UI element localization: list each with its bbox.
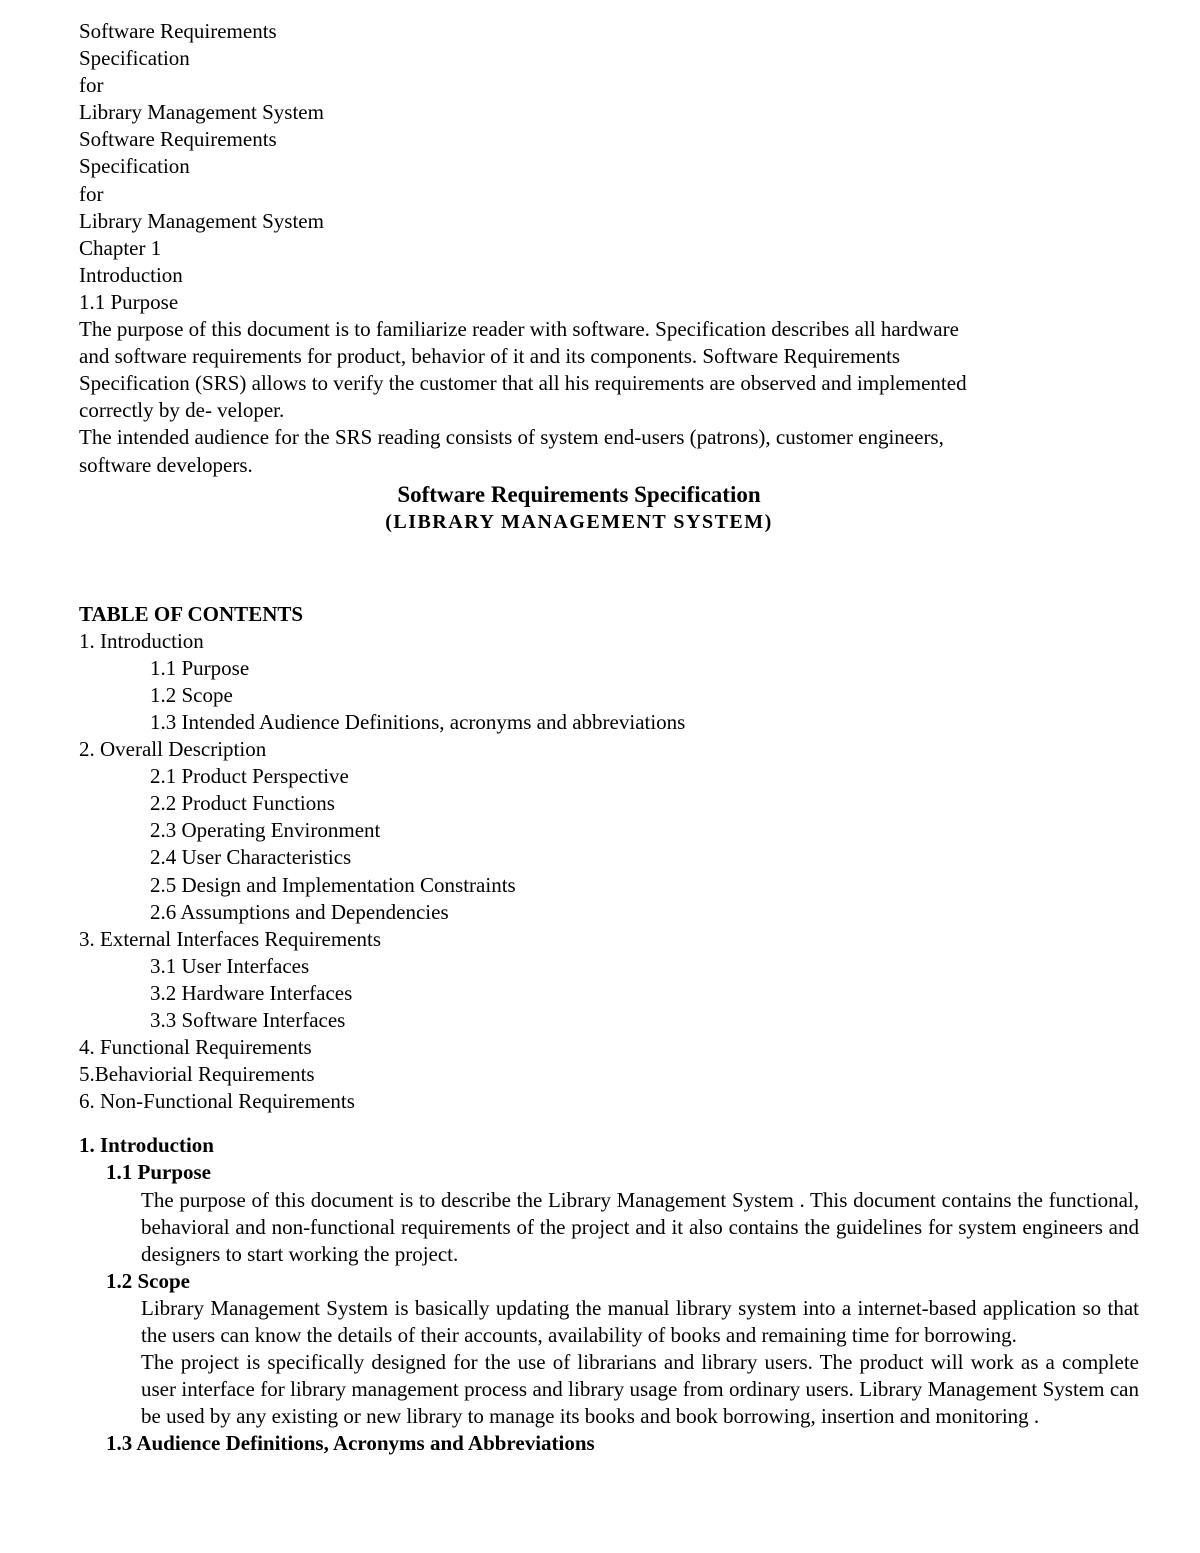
section-paragraph: The purpose of this document is to describe the Library Management System . This document contains the functional, behavioral and non-functional requirements of the project and it also contains the guidelines for system engineers and designers to start working the project. [141,1187,1139,1266]
toc-entry: 1.2 Scope [150,682,233,707]
toc-entry: 1.3 Intended Audience Definitions, acronyms and abbreviations [150,709,686,734]
toc-entry: 2.2 Product Functions [150,791,335,816]
header-line: Chapter 1 [79,235,162,260]
section-paragraph: Library Management System is basically updating the manual library system into a internet-based application so that the users can know the details of their accounts, availability of books and remaining time for borrowing. [141,1295,1139,1348]
header-line: Specification [79,46,190,71]
subsection-heading: 1.2 Scope [106,1268,190,1293]
intro-paragraph: The intended audience for the SRS reading consists of system end-users (patrons), customer engineers, software developers. [79,425,944,477]
subsection-heading: 1.3 Audience Definitions, Acronyms and Abbreviations [106,1431,595,1456]
toc-entry: 2.4 User Characteristics [150,845,352,870]
subsection-heading: 1.1 Purpose [106,1160,211,1185]
document-title: Software Requirements Specification [397,481,761,507]
header-line: Software Requirements [79,127,277,152]
header-line: for [79,73,104,98]
header-line: 1.1 Purpose [79,289,179,314]
toc-entry: 2.6 Assumptions and Dependencies [150,899,449,924]
toc-entry: 5.Behaviorial Requirements [79,1062,315,1087]
document-subtitle: (LIBRARY MANAGEMENT SYSTEM) [385,510,773,533]
toc-entry: 2.1 Product Perspective [150,764,349,789]
toc-entry: 6. Non-Functional Requirements [79,1089,355,1114]
toc-entry: 3.1 User Interfaces [150,953,310,978]
section-paragraph: The project is specifically designed for the use of librarians and library users. The product will work as a complete user interface for library management process and library usage from ordinary users. Library Management System can be used by any existing or new library to manage its books and book borrowing, insertion and monitoring . [141,1350,1139,1429]
toc-entry: 3.2 Hardware Interfaces [150,980,353,1005]
toc-entry: 2.3 Operating Environment [150,818,381,843]
toc-entry: 2.5 Design and Implementation Constraints [150,872,516,897]
header-block [79,18,1139,316]
toc-entry: 1.1 Purpose [150,655,250,680]
document-page [79,18,1139,1458]
toc-entry: 4. Functional Requirements [79,1035,312,1060]
toc-title: TABLE OF CONTENTS [79,601,304,626]
toc-entry: 3. External Interfaces Requirements [79,926,382,951]
toc-entry: 3.3 Software Interfaces [150,1008,346,1032]
header-line: Library Management System [79,100,324,125]
toc-entry: 1. Introduction [79,628,204,653]
header-line: Library Management System [79,208,324,233]
header-line: Specification [79,154,190,179]
header-line: for [79,181,104,206]
section-heading: 1. Introduction [79,1133,214,1158]
header-line: Introduction [79,262,183,287]
toc-entry: 2. Overall Description [79,737,267,762]
intro-paragraph: The purpose of this document is to familiarize reader with software. Specification describes all hardware and software requirements for product, behavior of it and its components. Software Requirements Specification (SRS) allows to verify the customer that all his requirements are observed and implemented correctly by de- veloper. [79,317,967,423]
header-line: Software Requirements [79,19,277,43]
table-of-contents [79,628,1139,1116]
